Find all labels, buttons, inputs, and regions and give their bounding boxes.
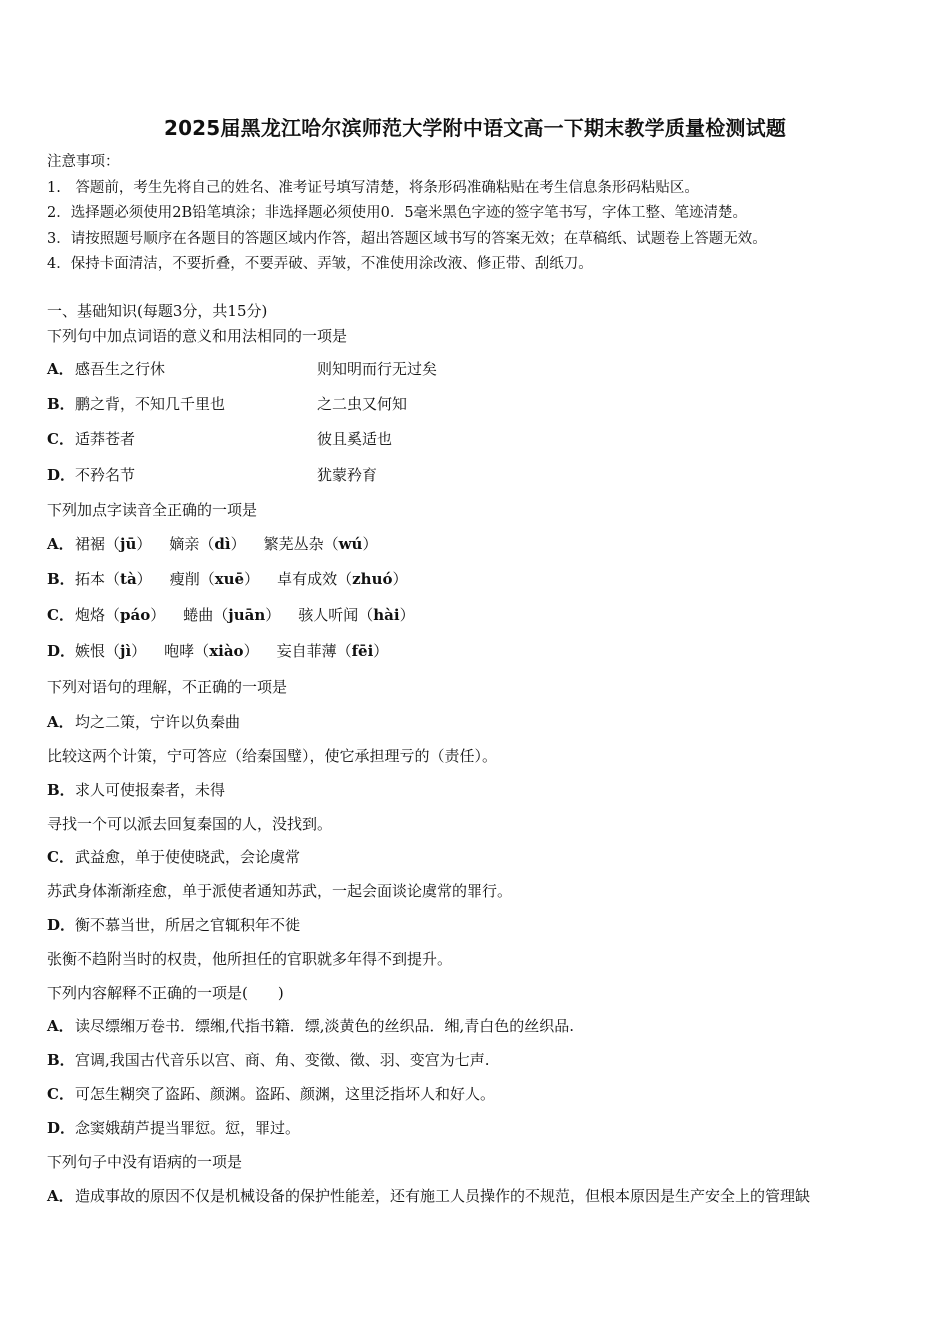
option-key: D． — [47, 642, 76, 660]
note-item: 3．请按照题号顺序在各题目的答题区域内作答，超出答题区域书写的答案无效；在草稿纸、试题卷上答题无效。 — [47, 230, 767, 247]
option-key: D． — [47, 466, 76, 484]
q2-option-d — [47, 641, 406, 661]
pinyin-item: 炮烙（páo） — [75, 606, 166, 624]
q3-explanation-a: 比较这两个计策，宁可答应（给秦国璧），使它承担理亏的（责任）。 — [47, 747, 498, 765]
q3-explanation-b: 寻找一个可以派去回复秦国的人，没找到。 — [47, 815, 333, 833]
option-text-right: 之二虫又何知 — [317, 395, 408, 413]
option-text-left: 适莽苍者 — [75, 430, 136, 448]
q3-option-a: A．均之二策，宁许以负秦曲 — [47, 713, 241, 731]
option-text-left: 感吾生之行休 — [75, 360, 166, 378]
q3-explanation-c: 苏武身体渐渐痊愈，单于派使者通知苏武，一起会面谈论虞常的罪行。 — [47, 882, 513, 900]
notes-block — [47, 152, 767, 280]
pinyin-item: 嫉恨（jì） — [75, 642, 147, 660]
q2-stem: 下列加点字读音全正确的一项是 — [47, 501, 258, 519]
q3-explanation-d: 张衡不趋附当时的权贵，他所担任的官职就多年得不到提升。 — [47, 950, 453, 968]
option-text-left: 鹏之背，不知几千里也 — [75, 395, 226, 413]
pinyin-item: 裙裾（jū） — [75, 535, 152, 553]
pinyin-item: 瘦削（xuē） — [169, 570, 260, 588]
q2-option-a — [47, 534, 395, 554]
option-text-right: 彼且奚适也 — [317, 430, 393, 448]
pinyin-item: 拓本（tà） — [75, 570, 152, 588]
q4-option-c: C．可怎生糊突了盗跖、颜渊。盗跖、颜渊，这里泛指坏人和好人。 — [47, 1085, 496, 1103]
option-text-left: 不矜名节 — [75, 466, 136, 484]
q2-option-b — [47, 569, 426, 589]
option-key: B． — [47, 570, 75, 588]
pinyin-item: 卓有成效（zhuó） — [277, 570, 408, 588]
pinyin-item: 妄自菲薄（fēi） — [276, 642, 389, 660]
q3-stem: 下列对语句的理解，不正确的一项是 — [47, 678, 288, 696]
q4-option-b: B．宫调,我国古代音乐以宫、商、角、变徵、徵、羽、变宫为七声. — [47, 1051, 490, 1069]
pinyin-item: 蜷曲（juān） — [183, 606, 281, 624]
section-heading: 一、基础知识(每题3分，共15分) — [47, 302, 268, 320]
option-key: C． — [47, 430, 74, 448]
q1-option-a — [47, 359, 438, 379]
q3-option-c: C．武益愈，单于使使晓武，会论虞常 — [47, 848, 301, 866]
pinyin-item: 嫡亲（dì） — [169, 535, 246, 553]
pinyin-item: 骇人听闻（hài） — [298, 606, 415, 624]
q4-option-d: D．念窦娥葫芦提当罪愆。愆，罪过。 — [47, 1119, 301, 1137]
note-item: 1. 答题前，考生先将自己的姓名、准考证号填写清楚，将条形码准确粘贴在考生信息条形码粘贴区。 — [47, 179, 699, 196]
note-item: 4．保持卡面清洁，不要折叠，不要弄破、弄皱，不准使用涂改液、修正带、刮纸刀。 — [47, 256, 593, 272]
option-key: A． — [47, 535, 74, 553]
q1-option-b — [47, 394, 408, 414]
q5-option-a: A．造成事故的原因不仅是机械设备的保护性能差，还有施工人员操作的不规范，但根本原因是生产安全上的管理缺 — [47, 1187, 811, 1205]
q1-option-c — [47, 429, 393, 449]
q4-stem: 下列内容解释不正确的一项是( ) — [47, 984, 284, 1002]
q1-option-d — [47, 465, 378, 485]
notes-header: 注意事项： — [47, 154, 120, 170]
q5-stem: 下列句子中没有语病的一项是 — [47, 1153, 243, 1171]
option-text-right: 犹蒙矜育 — [317, 466, 378, 484]
option-key: A． — [47, 360, 74, 378]
q2-option-c — [47, 605, 433, 625]
option-text-right: 则知明而行无过矣 — [317, 360, 438, 378]
note-item: 2．选择题必须使用2B铅笔填涂；非选择题必须使用0．5毫米黑色字迹的签字笔书写，字体工整、笔迹清楚。 — [47, 205, 748, 221]
q3-option-d: D．衡不慕当世，所居之官辄积年不徙 — [47, 916, 301, 934]
option-key: B． — [47, 395, 75, 413]
pinyin-item: 咆哮（xiào） — [164, 642, 259, 660]
q3-option-b: B．求人可使报秦者，未得 — [47, 781, 226, 799]
option-key: C． — [47, 606, 74, 624]
pinyin-item: 繁芜丛杂（wú） — [263, 535, 378, 553]
exam-title: 2025届黑龙江哈尔滨师范大学附中语文高一下期末教学质量检测试题 — [163, 116, 787, 140]
q1-stem: 下列句中加点词语的意义和用法相同的一项是 — [47, 327, 348, 345]
q4-option-a: A．读尽缥缃万卷书．缥缃,代指书籍．缥,淡黄色的丝织品．缃,青白色的丝织品. — [47, 1017, 575, 1035]
